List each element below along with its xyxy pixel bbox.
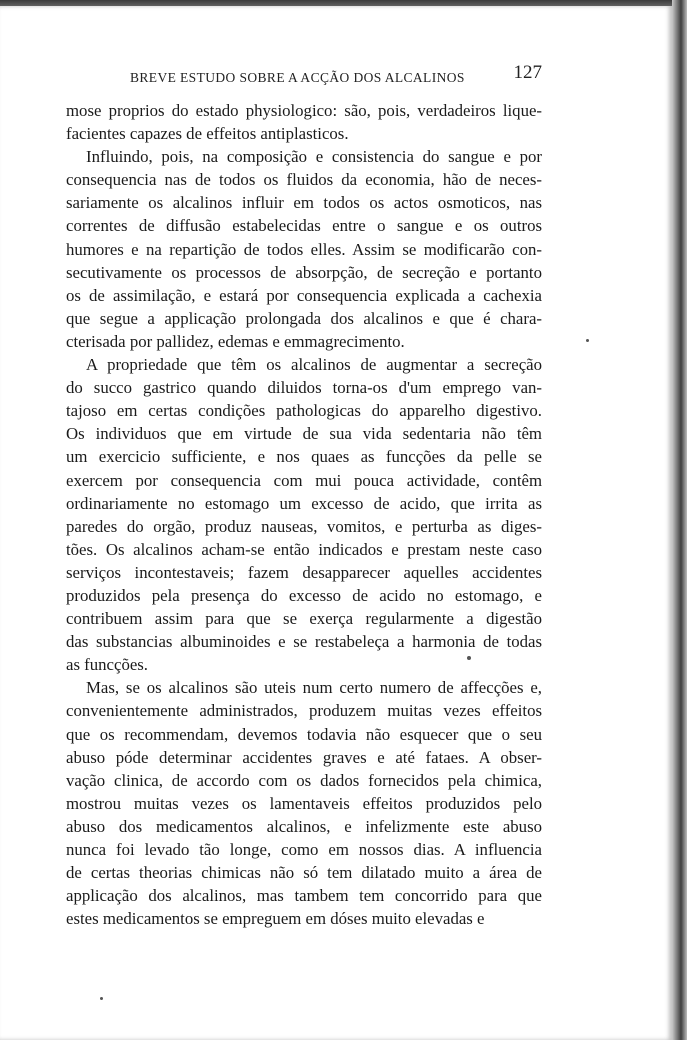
text-line: cterisada por pallidez, edemas e emmagrecimento.: [66, 331, 405, 351]
text-line: os de assimilação, e estará por consequencia explicada a cachexia: [66, 285, 542, 305]
paragraph: [66, 353, 542, 676]
text-line: Mas, se os alcalinos são uteis num certo numero de affecções e,: [86, 678, 542, 698]
text-line: humores e na repartição de todos elles. Assim se modificarão con-: [66, 239, 542, 259]
text-line: correntes de diffusão estabelecidas entre o sangue e os outros: [66, 216, 542, 236]
text-line: Os individuos que em virtude de sua vida sedentaria não têm: [66, 424, 542, 444]
text-line: produzidos pela presença do excesso de acido no estomago, e: [66, 585, 542, 605]
text-line: de certas theorias chimicas não só tem dilatado muito a área de: [66, 863, 542, 883]
text-line: Influindo, pois, na composição e consistencia do sangue e por: [86, 147, 542, 167]
text-line: abuso dos medicamentos alcalinos, e infelizmente este abuso: [66, 816, 542, 836]
text-line: tajoso em certas condições pathologicas do apparelho digestivo.: [66, 401, 542, 421]
text-line: A propriedade que têm os alcalinos de augmentar a secreção: [86, 355, 542, 375]
text-line: paredes do orgão, produz nauseas, vomitos, e perturba as diges-: [66, 516, 542, 536]
scan-speck: [100, 997, 103, 1000]
text-line: secutivamente os processos de absorpção, de secreção e portanto: [66, 262, 542, 282]
text-line: ordinariamente no estomago um excesso de acido, que irrita as: [66, 493, 542, 513]
paragraph: [66, 99, 542, 145]
text-line: convenientemente administrados, produzem muitas vezes effeitos: [66, 701, 542, 721]
text-line: abuso póde determinar accidentes graves e até fataes. A obser-: [66, 747, 542, 767]
text-line: serviços incontestaveis; fazem desapparecer aquelles accidentes: [66, 562, 542, 582]
scan-speck: [586, 339, 589, 342]
text-line: sariamente os alcalinos influir em todos os actos osmoticos, nas: [66, 193, 542, 213]
text-line: facientes capazes de effeitos antiplasticos.: [66, 124, 349, 144]
page-header: [130, 62, 542, 86]
text-line: as funcções.: [66, 655, 149, 675]
text-line: tões. Os alcalinos acham-se então indicados e prestam neste caso: [66, 539, 542, 559]
running-title: BREVE ESTUDO SOBRE A ACÇÃO DOS ALCALINOS: [130, 70, 465, 85]
text-line: applicação dos alcalinos, mas tambem tem concorrido para que: [66, 886, 542, 906]
text-line: exercem por consequencia com mui pouca actividade, contêm: [66, 470, 542, 490]
text-line: que os recommendam, devemos todavia não esquecer que o seu: [66, 724, 542, 744]
paragraph: [66, 145, 542, 353]
text-line: contribuem assim para que se exerça regularmente a digestão: [66, 609, 542, 629]
text-line: mostrou muitas vezes os lamentaveis effeitos produzidos pelo: [66, 793, 542, 813]
text-line: um exercicio sufficiente, e nos quaes as funcções da pelle se: [66, 447, 542, 467]
text-line: estes medicamentos se empreguem em dóses muito elevadas e: [66, 909, 485, 929]
text-line: consequencia nas de todos os fluidos da economia, hão de neces-: [66, 170, 542, 190]
page-edge-shadow: [672, 0, 687, 1040]
body-text: [66, 99, 542, 930]
text-line: mose proprios do estado physiologico: são, pois, verdadeiros lique-: [66, 101, 542, 120]
text-line: nunca foi levado tão longe, como em nossos dias. A influencia: [66, 840, 542, 859]
scan-speck: [467, 656, 471, 660]
text-line: das substancias albuminoides e se restabeleça a harmonia de todas: [66, 632, 542, 652]
text-line: vação clinica, de accordo com os dados fornecidos pela chimica,: [66, 770, 542, 790]
page-number: 127: [513, 62, 542, 83]
text-line: do succo gastrico quando diluidos torna-os d'um emprego van-: [66, 378, 542, 398]
text-line: que segue a applicação prolongada dos alcalinos e que é chara-: [66, 308, 542, 328]
paragraph: [66, 676, 542, 930]
